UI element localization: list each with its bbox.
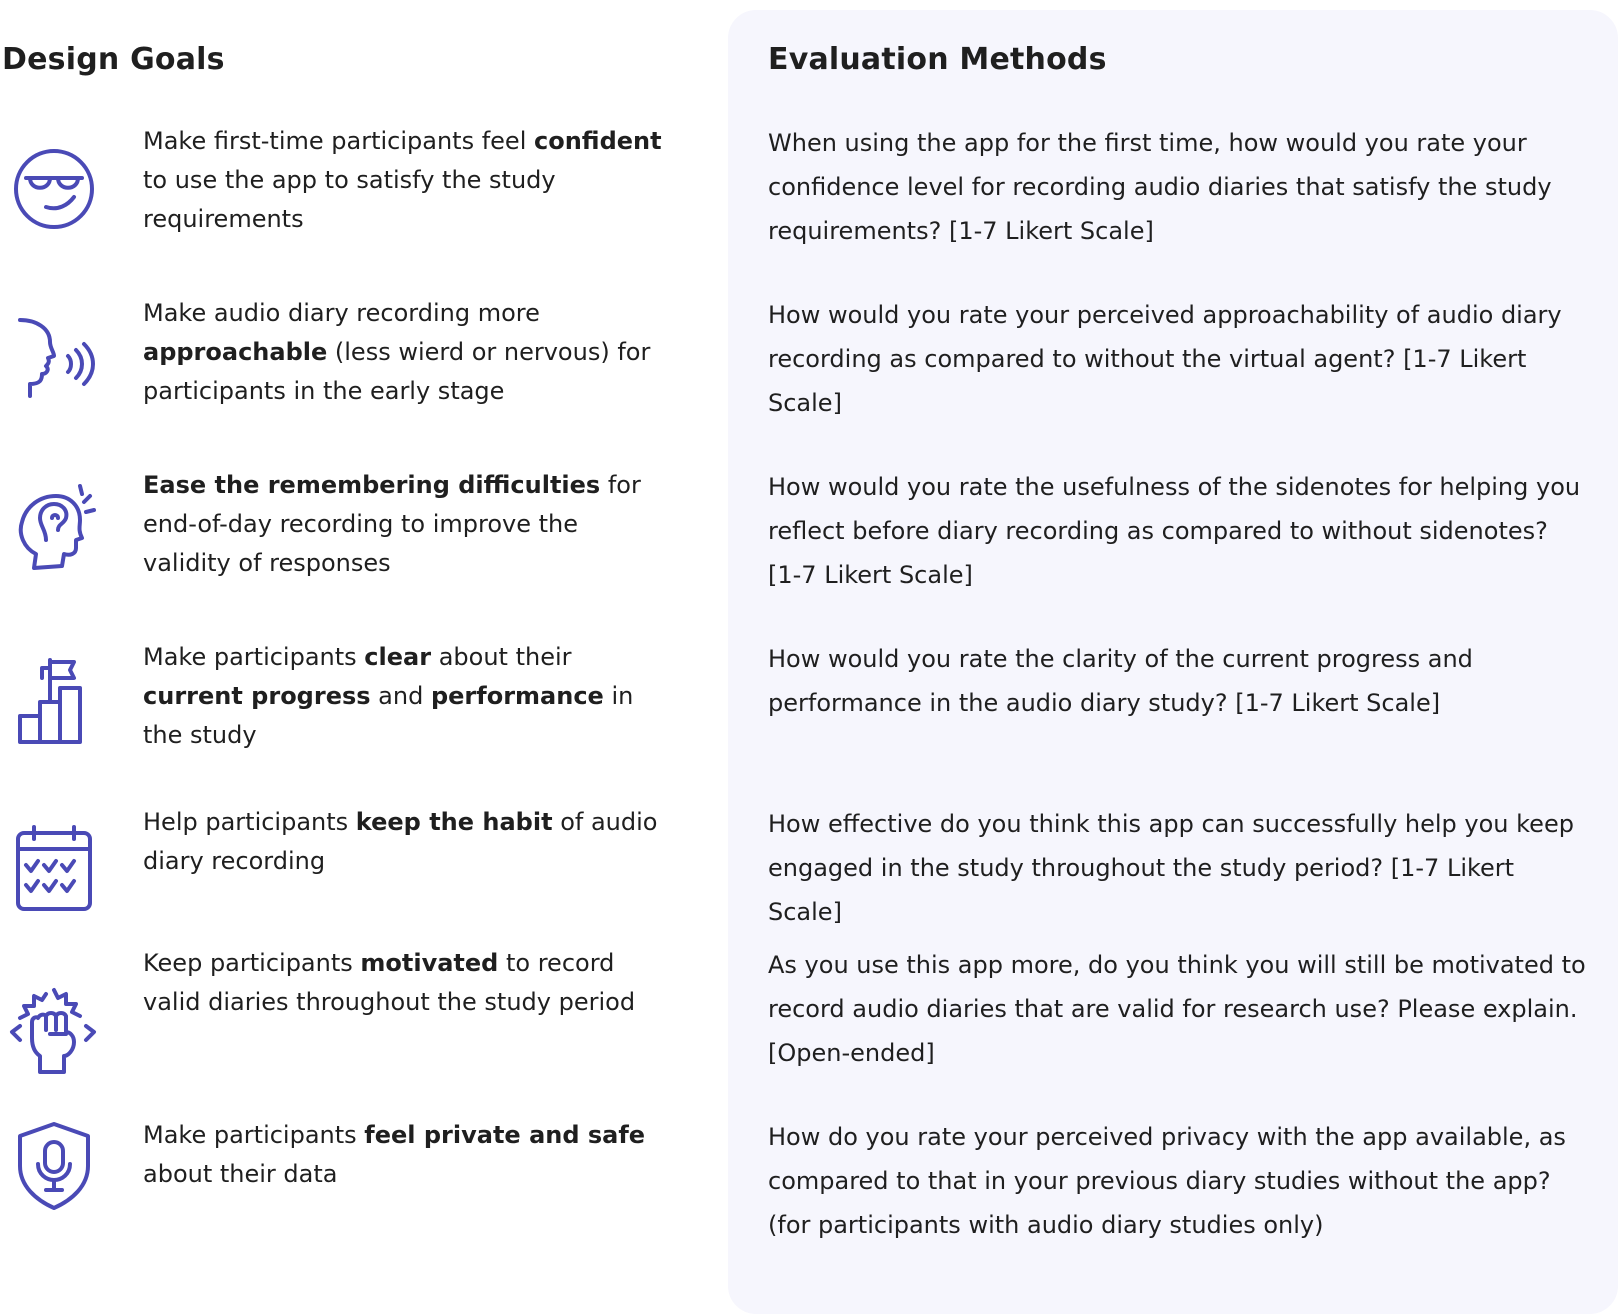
design-goals-heading: Design Goals — [2, 42, 225, 77]
goal-text-run: Keep participants — [143, 949, 361, 977]
evaluation-method-text: As you use this app more, do you think you will still be motivated to record audio diaries that are valid for research use? Please explain. [Open-ended] — [768, 951, 1586, 1067]
evaluation-methods-heading: Evaluation Methods — [768, 42, 1107, 77]
evaluation-method-text: When using the app for the first time, how would you rate your confidence level for recording audio diaries that satisfy the study requirements? [1-7 Likert Scale] — [768, 129, 1552, 245]
shield-microphone-icon — [6, 1116, 102, 1212]
goal-text-run: of audio diary recording — [143, 808, 658, 875]
design-goal-text — [143, 638, 663, 755]
raised-fist-icon — [6, 986, 102, 1082]
design-goal-text — [143, 944, 663, 1022]
goal-emphasis: confident — [533, 127, 662, 155]
goal-text-run: Help participants — [143, 808, 356, 836]
head-memory-icon — [6, 482, 102, 578]
goal-text-run: Make first-time participants feel — [143, 127, 534, 155]
goal-text-run: (less wierd or nervous) for participants in the early stage — [143, 338, 651, 405]
goal-text-run: Make audio diary recording more — [143, 299, 540, 327]
goal-text-run: to use the app to satisfy the study requirements — [143, 166, 556, 233]
evaluation-method-text: How would you rate the clarity of the current progress and performance in the audio diary study? [1-7 Likert Scale] — [768, 645, 1473, 717]
goal-emphasis: motivated — [360, 949, 499, 977]
goal-text-run: to record valid diaries throughout the study period — [143, 949, 636, 1016]
goal-emphasis: approachable — [143, 338, 328, 366]
evaluation-method-text: How would you rate the usefulness of the sidenotes for helping you reflect before diary recording as compared to without sidenotes? [1-7 Likert Scale] — [768, 473, 1581, 589]
goal-text-run: Make participants — [143, 643, 365, 671]
progress-chart-flag-icon — [6, 654, 102, 750]
design-goal-text — [143, 803, 663, 881]
calendar-checks-icon — [6, 821, 102, 917]
goal-text-run: about their — [431, 643, 572, 671]
confident-face-icon — [6, 141, 102, 237]
goal-text-run: and — [370, 682, 431, 710]
goal-text-run: about their data — [143, 1160, 338, 1188]
evaluation-method-text: How would you rate your perceived approachability of audio diary recording as compared to without the virtual agent? [1-7 Likert Scale] — [768, 301, 1562, 417]
design-goal-text — [143, 122, 663, 239]
goal-text-run: Make participants — [143, 1121, 365, 1149]
design-goal-text — [143, 1116, 663, 1194]
goal-text-run: in the study — [143, 682, 634, 749]
goal-emphasis: current progress — [143, 682, 371, 710]
evaluation-method-text: How do you rate your perceived privacy with the app available, as compared to that in your previous diary studies without the app? (for participants with audio diary studies only) — [768, 1123, 1566, 1239]
evaluation-method-text: How effective do you think this app can successfully help you keep engaged in the study throughout the study period? [1-7 Likert Scale] — [768, 810, 1574, 926]
design-goal-text — [143, 466, 663, 583]
speaking-head-icon — [6, 312, 102, 408]
goal-emphasis: Ease the remembering difficulties — [143, 471, 601, 499]
goal-emphasis: feel private and safe — [364, 1121, 646, 1149]
goal-text-run: for end-of-day recording to improve the validity of responses — [143, 471, 641, 577]
goal-emphasis: performance — [430, 682, 604, 710]
design-goal-text — [143, 294, 663, 411]
goal-emphasis: clear — [364, 643, 432, 671]
goal-emphasis: keep the habit — [355, 808, 553, 836]
